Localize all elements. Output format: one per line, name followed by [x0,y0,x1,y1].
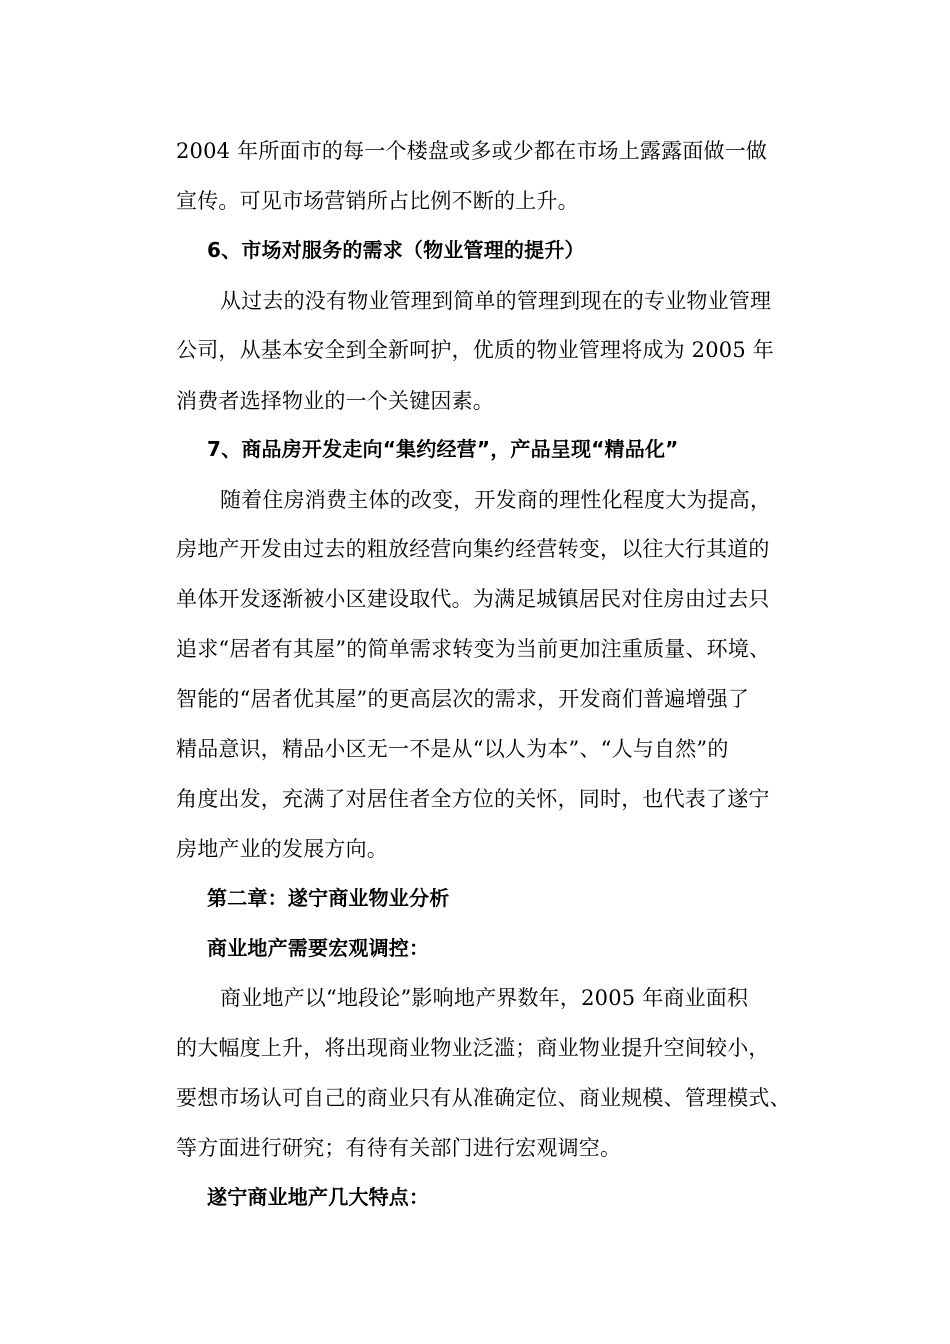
body-text-line: 角度出发，充满了对居住者全方位的关怀，同时，也代表了遂宁 [176,787,770,811]
body-text-line: 要想市场认可自己的商业只有从准确定位、商业规模、管理模式、 [176,1086,791,1110]
section-heading-7: 7、商品房开发走向“集约经营”，产品呈现“精品化” [207,437,679,461]
body-text-line: 2004 年所面市的每一个楼盘或多或少都在市场上露露面做一做 [176,139,768,163]
body-text-line: 智能的“居者优其屋”的更高层次的需求，开发商们普遍增强了 [176,687,750,711]
body-text-line: 的大幅度上升，将出现商业物业泛滥；商业物业提升空间较小， [176,1036,770,1060]
paragraph-first-line: 从过去的没有物业管理到简单的管理到现在的专业物业管理 [220,289,772,313]
section-heading-6: 6、市场对服务的需求（物业管理的提升） [207,238,585,262]
body-text-line: 消费者选择物业的一个关键因素。 [176,389,494,413]
body-text-line: 房地产业的发展方向。 [176,837,388,861]
subsection-heading: 遂宁商业地产几大特点： [207,1185,430,1209]
body-text-line: 公司，从基本安全到全新呵护，优质的物业管理将成为 2005 年 [176,338,774,362]
body-text-line: 精品意识，精品小区无一不是从“以人为本”、“人与自然”的 [176,737,729,761]
body-text-line: 宣传。可见市场营销所占比例不断的上升。 [176,189,579,213]
body-text-line: 房地产开发由过去的粗放经营向集约经营转变，以往大行其道的 [176,537,770,561]
body-text-line: 等方面进行研究；有待有关部门进行宏观调空。 [176,1136,622,1160]
body-text-line: 单体开发逐渐被小区建设取代。为满足城镇居民对住房由过去只 [176,587,770,611]
body-text-line: 追求“居者有其屋”的简单需求转变为当前更加注重质量、环境、 [176,637,771,661]
chapter-heading: 第二章：遂宁商业物业分析 [207,886,450,910]
paragraph-first-line: 随着住房消费主体的改变，开发商的理性化程度大为提高， [220,488,772,512]
subsection-heading: 商业地产需要宏观调控： [207,936,430,960]
paragraph-first-line: 商业地产以“地段论”影响地产界数年，2005 年商业面积 [220,986,749,1010]
